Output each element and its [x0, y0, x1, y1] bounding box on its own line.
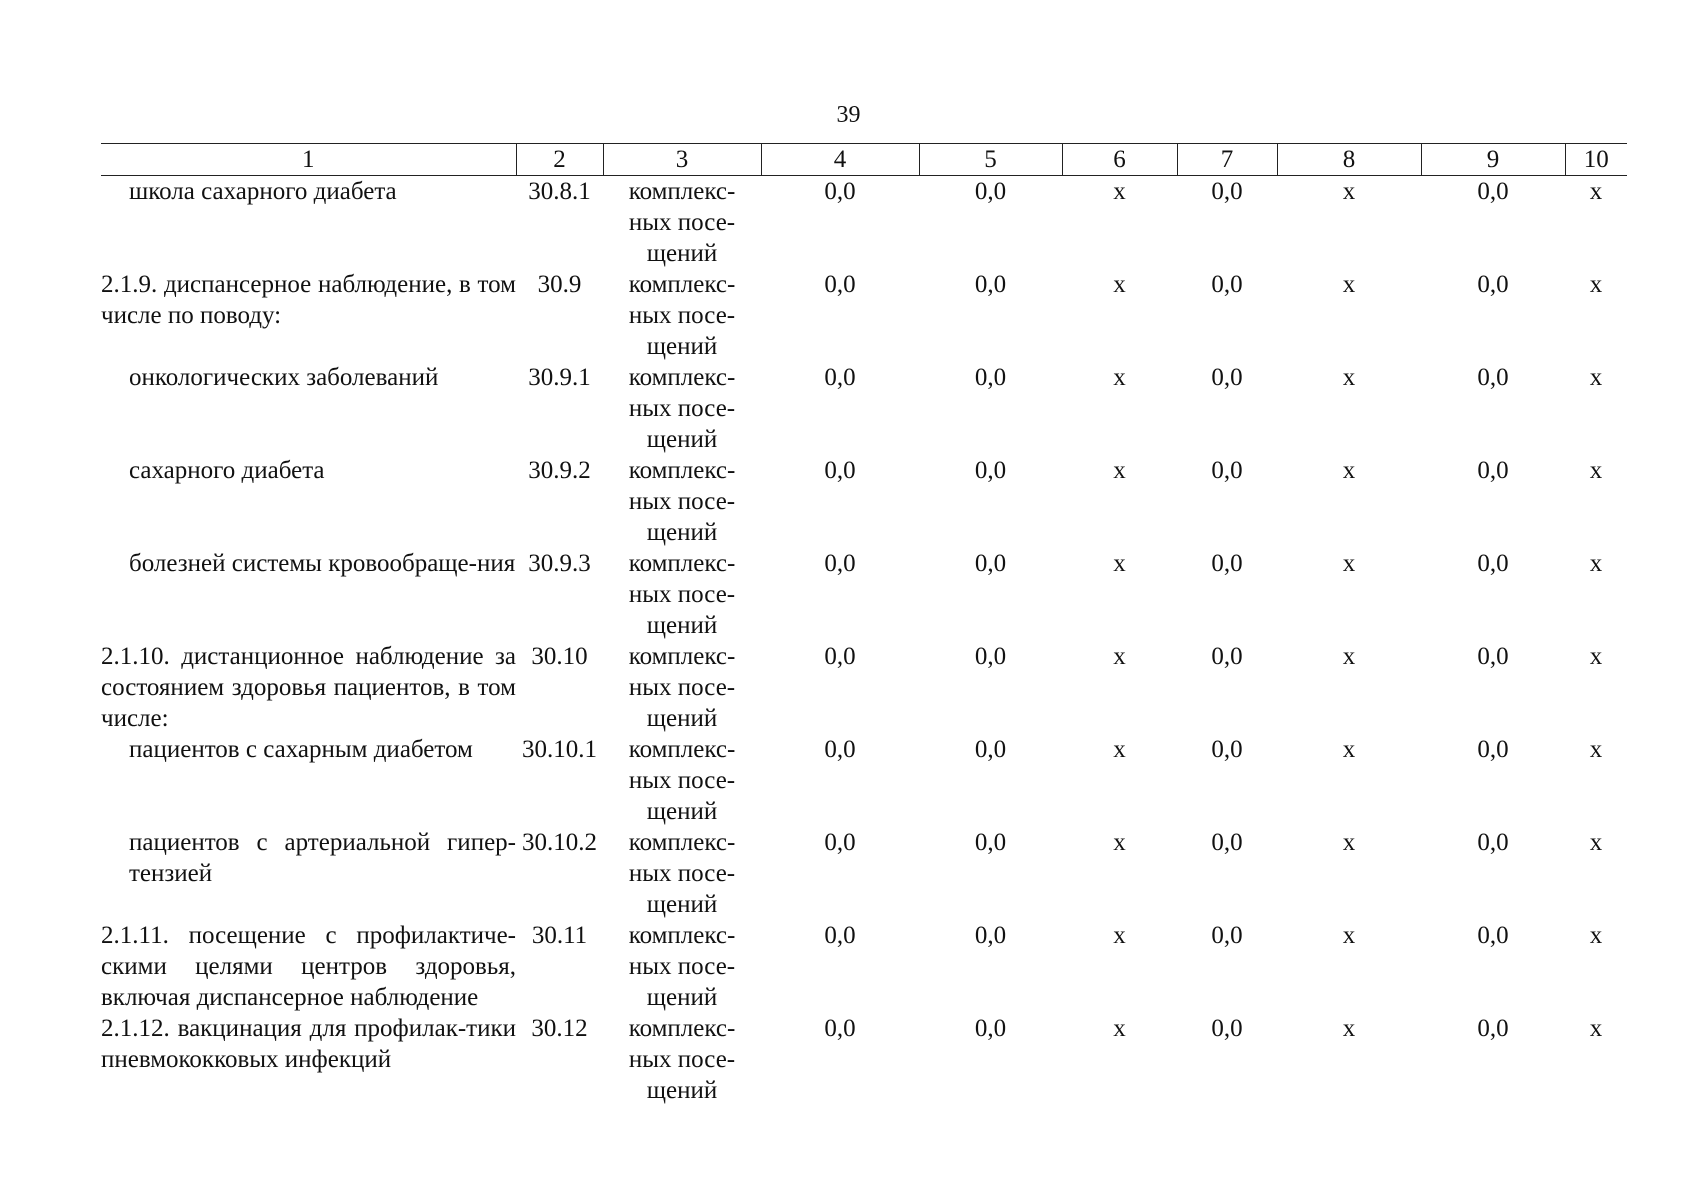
- row-name: школа сахарного диабета: [129, 178, 397, 205]
- column-header: 5: [919, 144, 1062, 176]
- row-code: 30.10.1: [522, 736, 597, 763]
- table-row: [101, 734, 1627, 827]
- cell-col-5: 0,0: [974, 736, 1007, 763]
- cell-col-10: х: [1589, 550, 1603, 577]
- cell-col-7: 0,0: [1211, 457, 1243, 484]
- cell-col-8: х: [1342, 550, 1356, 577]
- cell-col-6: х: [1113, 178, 1126, 205]
- cell-col-5: 0,0: [974, 178, 1007, 205]
- cell-col-4: 0,0: [824, 829, 856, 856]
- cell-col-10: х: [1589, 922, 1603, 949]
- cell-col-9: 0,0: [1477, 643, 1509, 670]
- table-row: [101, 362, 1627, 455]
- cell-col-9: 0,0: [1477, 364, 1509, 391]
- cell-col-4: 0,0: [824, 643, 856, 670]
- row-code: 30.9.2: [528, 457, 591, 484]
- cell-col-6: х: [1113, 271, 1126, 298]
- row-code: 30.8.1: [528, 178, 591, 205]
- table-row: [101, 176, 1627, 270]
- cell-col-8: х: [1342, 457, 1356, 484]
- row-code: 30.12: [531, 1015, 588, 1042]
- row-name: болезней системы кровообраще-ния: [129, 550, 516, 577]
- cell-col-4: 0,0: [824, 364, 856, 391]
- cell-col-7: 0,0: [1211, 643, 1243, 670]
- row-code: 30.9: [537, 271, 582, 298]
- cell-col-8: х: [1342, 271, 1356, 298]
- row-name: 2.1.11. посещение с профилактиче-скими целями центров здоровья, включая диспансерное наблюдение: [101, 922, 516, 1011]
- cell-col-8: х: [1342, 178, 1356, 205]
- column-header: 9: [1421, 144, 1565, 176]
- cell-col-9: 0,0: [1477, 271, 1509, 298]
- cell-col-7: 0,0: [1211, 550, 1243, 577]
- cell-col-10: х: [1589, 271, 1603, 298]
- cell-col-9: 0,0: [1477, 829, 1509, 856]
- column-header: 8: [1277, 144, 1421, 176]
- cell-col-8: х: [1342, 736, 1356, 763]
- cell-col-4: 0,0: [824, 922, 856, 949]
- table-row: [101, 641, 1627, 734]
- cell-col-7: 0,0: [1211, 364, 1243, 391]
- row-name: сахарного диабета: [129, 457, 325, 484]
- row-unit: комплекс- ных посе- щений: [628, 736, 736, 825]
- row-unit: комплекс- ных посе- щений: [628, 550, 736, 639]
- row-name: 2.1.12. вакцинация для профилак-тики пневмококковых инфекций: [101, 1015, 516, 1073]
- cell-col-10: х: [1589, 829, 1603, 856]
- row-code: 30.9.3: [528, 550, 591, 577]
- cell-col-7: 0,0: [1211, 736, 1243, 763]
- row-unit: комплекс- ных посе- щений: [628, 829, 736, 918]
- cell-col-8: х: [1342, 829, 1356, 856]
- column-header: 4: [761, 144, 919, 176]
- cell-col-5: 0,0: [974, 829, 1007, 856]
- column-header: 2: [516, 144, 603, 176]
- cell-col-4: 0,0: [824, 178, 856, 205]
- cell-col-10: х: [1589, 178, 1603, 205]
- row-unit: комплекс- ных посе- щений: [628, 1015, 736, 1104]
- column-header: 3: [603, 144, 761, 176]
- data-table: [101, 143, 1627, 1106]
- cell-col-8: х: [1342, 364, 1356, 391]
- row-unit: комплекс- ных посе- щений: [628, 364, 736, 453]
- table-row: [101, 920, 1627, 1013]
- row-code: 30.9.1: [528, 364, 591, 391]
- cell-col-6: х: [1113, 550, 1126, 577]
- cell-col-9: 0,0: [1477, 1015, 1509, 1042]
- column-header: 10: [1565, 144, 1627, 176]
- cell-col-10: х: [1589, 1015, 1603, 1042]
- cell-col-9: 0,0: [1477, 736, 1509, 763]
- cell-col-4: 0,0: [824, 550, 856, 577]
- cell-col-7: 0,0: [1211, 829, 1243, 856]
- cell-col-8: х: [1342, 922, 1356, 949]
- row-unit: комплекс- ных посе- щений: [628, 457, 736, 546]
- cell-col-8: х: [1342, 1015, 1356, 1042]
- row-unit: комплекс- ных посе- щений: [628, 271, 736, 360]
- cell-col-6: х: [1113, 829, 1126, 856]
- column-header: 7: [1177, 144, 1277, 176]
- cell-col-4: 0,0: [824, 1015, 856, 1042]
- cell-col-5: 0,0: [974, 643, 1007, 670]
- row-name: 2.1.9. диспансерное наблюдение, в том числе по поводу:: [101, 271, 516, 329]
- row-code: 30.11: [531, 922, 588, 949]
- header-row: [101, 144, 1627, 176]
- cell-col-6: х: [1113, 1015, 1126, 1042]
- row-unit: комплекс- ных посе- щений: [628, 643, 736, 732]
- cell-col-9: 0,0: [1477, 550, 1509, 577]
- table-row: [101, 1013, 1627, 1106]
- cell-col-7: 0,0: [1211, 178, 1243, 205]
- page-number: 39: [836, 102, 861, 128]
- table-row: [101, 548, 1627, 641]
- cell-col-9: 0,0: [1477, 178, 1509, 205]
- row-unit: комплекс- ных посе- щений: [628, 178, 736, 267]
- cell-col-5: 0,0: [974, 550, 1007, 577]
- cell-col-9: 0,0: [1477, 457, 1509, 484]
- table-row: [101, 827, 1627, 920]
- cell-col-4: 0,0: [824, 271, 856, 298]
- cell-col-4: 0,0: [824, 736, 856, 763]
- cell-col-6: х: [1113, 364, 1126, 391]
- cell-col-6: х: [1113, 736, 1126, 763]
- cell-col-10: х: [1589, 643, 1603, 670]
- row-name: 2.1.10. дистанционное наблюдение за состоянием здоровья пациентов, в том числе:: [101, 643, 516, 732]
- cell-col-5: 0,0: [974, 364, 1007, 391]
- row-unit: комплекс- ных посе- щений: [628, 922, 736, 1011]
- cell-col-5: 0,0: [974, 271, 1007, 298]
- cell-col-9: 0,0: [1477, 922, 1509, 949]
- cell-col-10: х: [1589, 736, 1603, 763]
- cell-col-5: 0,0: [974, 457, 1007, 484]
- row-code: 30.10: [531, 643, 588, 670]
- table-row: [101, 269, 1627, 362]
- cell-col-6: х: [1113, 922, 1126, 949]
- cell-col-4: 0,0: [824, 457, 856, 484]
- cell-col-6: х: [1113, 643, 1126, 670]
- cell-col-10: х: [1589, 457, 1603, 484]
- cell-col-6: х: [1113, 457, 1126, 484]
- cell-col-5: 0,0: [974, 1015, 1007, 1042]
- column-header: 6: [1062, 144, 1177, 176]
- row-name: пациентов с артериальной гипер-тензией: [129, 829, 516, 887]
- row-code: 30.10.2: [522, 829, 597, 856]
- cell-col-10: х: [1589, 364, 1603, 391]
- cell-col-8: х: [1342, 643, 1356, 670]
- cell-col-7: 0,0: [1211, 922, 1243, 949]
- row-name: онкологических заболеваний: [129, 364, 439, 391]
- cell-col-7: 0,0: [1211, 271, 1243, 298]
- cell-col-7: 0,0: [1211, 1015, 1243, 1042]
- column-header: 1: [101, 144, 516, 176]
- cell-col-5: 0,0: [974, 922, 1007, 949]
- row-name: пациентов с сахарным диабетом: [129, 736, 473, 763]
- table-row: [101, 455, 1627, 548]
